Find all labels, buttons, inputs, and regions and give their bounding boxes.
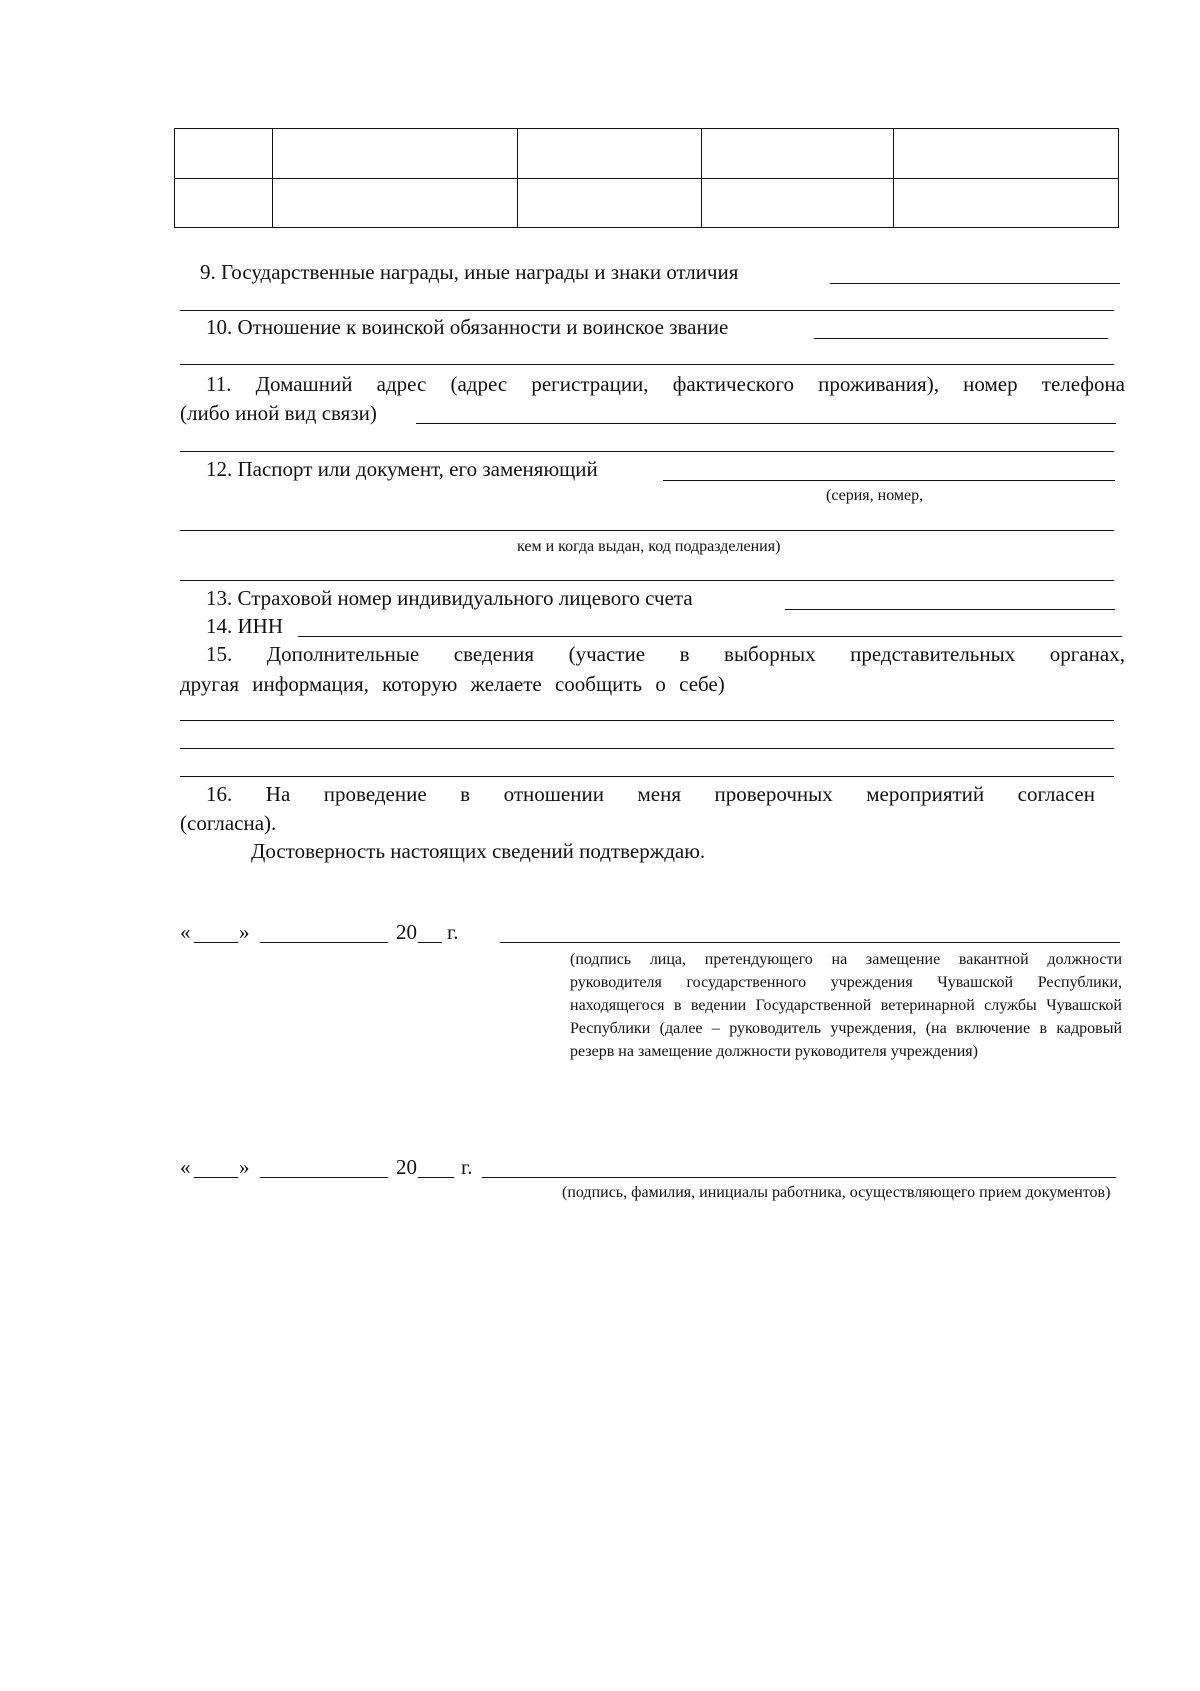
item-15-label: 15. Дополнительные сведения (участие в выборных представительных органах, (206, 642, 1125, 666)
table-cell[interactable] (702, 129, 894, 179)
item-14-field[interactable] (298, 636, 1122, 637)
item-12-hint-series: (серия, номер, (826, 487, 924, 504)
work-history-table (174, 128, 1119, 228)
confirmation-statement: Достоверность настоящих сведений подтверждаю. (251, 839, 706, 863)
item-16-label-continued: (согласна). (180, 811, 277, 835)
sign2-year-prefix: 20 (396, 1155, 417, 1179)
item-16-label: 16. На проведение в отношении меня проверочных мероприятий согласен (206, 782, 1095, 806)
item-12-label: 12. Паспорт или документ, его заменяющий (206, 457, 598, 481)
sign1-year-prefix: 20 (396, 920, 417, 944)
item-10-label: 10. Отношение к воинской обязанности и воинское звание (206, 315, 729, 339)
sign2-year-suffix: г. (461, 1155, 473, 1179)
item-11-label-continued: (либо иной вид связи) (180, 401, 377, 425)
item-10-field-line-2[interactable] (180, 364, 1114, 365)
item-12-field[interactable] (663, 480, 1115, 481)
sign1-month-field[interactable] (260, 942, 388, 943)
item-9-field[interactable] (830, 283, 1120, 284)
sign1-caption: (подпись лица, претендующего на замещение вакантной должности руководителя государственного учреждения Чувашской Республики, находящегося в ведении Государственной ветеринарной службы Чувашской Республики (далее – руководитель учреждения, (на включение в кадровый резерв на замещение должности руководителя учреждения) (570, 951, 1122, 1060)
item-15-field-line-2[interactable] (180, 748, 1114, 749)
item-10-field[interactable] (814, 338, 1108, 339)
sign2-day-field[interactable] (194, 1177, 238, 1178)
item-9-label: 9. Государственные награды, иные награды и знаки отличия (200, 260, 739, 284)
item-11-label: 11. Домашний адрес (адрес регистрации, фактического проживания), номер телефона (206, 372, 1125, 396)
sign2-close-quote: » (239, 1155, 250, 1179)
table-cell[interactable] (175, 129, 273, 179)
table-cell[interactable] (175, 178, 273, 228)
table-row (175, 178, 1119, 228)
item-12-field-line-2[interactable] (180, 530, 1114, 531)
item-15-field-line-1[interactable] (180, 720, 1114, 721)
item-15-field-line-3[interactable] (180, 776, 1114, 777)
table-cell[interactable] (894, 178, 1119, 228)
table-cell[interactable] (894, 129, 1119, 179)
sign1-open-quote: « (180, 920, 191, 944)
sign1-year-suffix: г. (447, 920, 459, 944)
sign1-day-field[interactable] (194, 942, 238, 943)
table-cell[interactable] (273, 178, 518, 228)
sign2-month-field[interactable] (260, 1177, 388, 1178)
item-12-hint-issued: кем и когда выдан, код подразделения) (517, 538, 781, 555)
sign2-caption: (подпись, фамилия, инициалы работника, осуществляющего прием документов) (562, 1184, 1111, 1201)
table-cell[interactable] (702, 178, 894, 228)
table-cell[interactable] (273, 129, 518, 179)
item-13-field[interactable] (785, 609, 1115, 610)
item-15-label-continued: другая информация, которую желаете сообщить о себе) (180, 672, 725, 696)
sign2-signature-field[interactable] (482, 1177, 1116, 1178)
table-cell[interactable] (518, 129, 702, 179)
item-13-label: 13. Страховой номер индивидуального лицевого счета (206, 586, 693, 610)
item-11-field[interactable] (416, 423, 1116, 424)
sign1-signature-field[interactable] (500, 942, 1120, 943)
sign1-year-field[interactable] (418, 942, 442, 943)
sign2-year-field[interactable] (418, 1177, 454, 1178)
item-14-label: 14. ИНН (206, 614, 283, 638)
sign2-open-quote: « (180, 1155, 191, 1179)
sign1-close-quote: » (239, 920, 250, 944)
table-row (175, 129, 1119, 179)
item-12-field-line-3[interactable] (180, 580, 1114, 581)
table-cell[interactable] (518, 178, 702, 228)
item-9-field-line-2[interactable] (180, 310, 1114, 311)
item-11-field-line-2[interactable] (180, 451, 1114, 452)
